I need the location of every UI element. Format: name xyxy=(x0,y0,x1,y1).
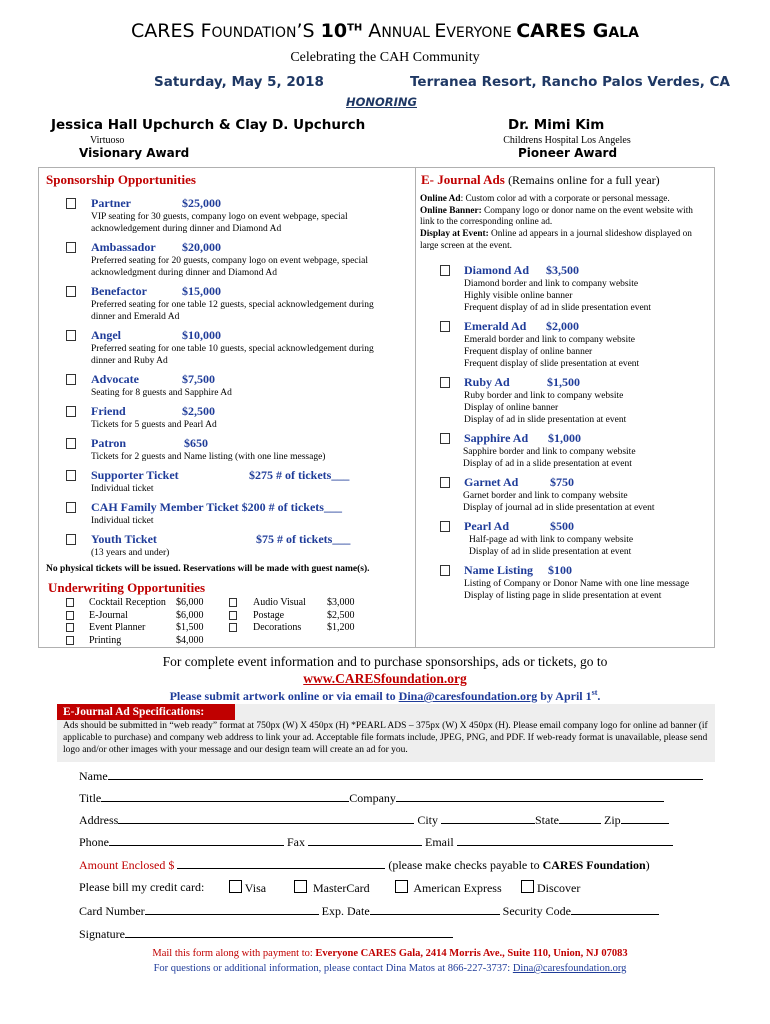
checkbox[interactable] xyxy=(66,598,74,607)
column-divider xyxy=(415,167,416,648)
underwriting-name: E-Journal xyxy=(89,609,128,621)
sponsor-desc: VIP seating for 30 guests, company logo on event webpage, special acknowledgement during dinner and Diamond Ad xyxy=(91,212,348,234)
underwriting-price: $1,500 xyxy=(176,622,204,633)
checkbox[interactable] xyxy=(66,242,76,253)
contact-email-link[interactable]: Dina@caresfoundation.org xyxy=(512,963,627,974)
ad-name: Sapphire Ad xyxy=(464,431,529,445)
sponsor-price: $75 # of tickets___ xyxy=(256,532,351,546)
checkbox[interactable] xyxy=(440,433,450,444)
ejournal-heading-title: E- Journal Ads xyxy=(421,172,505,187)
underwriting-price: $6,000 xyxy=(176,609,204,621)
checkbox[interactable] xyxy=(440,565,450,576)
form-row-amount: Amount Enclosed $ (please make checks payable to CARES Foundation) xyxy=(79,858,650,872)
ad-price: $2,000 xyxy=(546,319,579,333)
underwriting-price: $6,000 xyxy=(176,597,204,608)
sponsor-price: $20,000 xyxy=(182,240,221,254)
underwriting-name: Cocktail Reception xyxy=(89,597,166,608)
specs-text: Ads should be submitted in “web ready” format at 750px (W) X 450px (H) *PEARL ADS – 375px (W) X 450px (H). Please email company logo for online ad banner (if applicable to purchase) and company web address to link your ad. Acceptable file formats include, JPEG, PNG, and PDF. If web-ready format is unavailable, please send logo and/or other images with your message and our design team will create an ad for you. xyxy=(63,721,708,755)
sponsor-price: $25,000 xyxy=(182,196,221,210)
mail-line: Mail this form along with payment to: Everyone CARES Gala, 2414 Morris Ave., Suite 110, Union, NJ 07083 xyxy=(152,948,628,959)
ad-price: $100 xyxy=(548,563,572,577)
underwriting-name: Audio Visual xyxy=(253,597,306,608)
checkbox[interactable] xyxy=(229,623,237,632)
checkbox[interactable] xyxy=(294,880,307,893)
specs-heading: E-Journal Ad Specifications: xyxy=(57,704,235,720)
signature-field[interactable] xyxy=(125,926,453,938)
checkbox[interactable] xyxy=(440,377,450,388)
form-row-card-type: Please bill my credit card: Visa MasterCard American Express Discover xyxy=(79,880,581,895)
checkbox[interactable] xyxy=(66,438,76,449)
form-row-name: Name xyxy=(79,768,703,784)
honoree-award: Pioneer Award xyxy=(518,146,618,160)
underwriting-item[interactable] xyxy=(66,597,204,610)
sponsor-price: $15,000 xyxy=(182,284,221,298)
ad-name: Diamond Ad xyxy=(464,263,530,277)
checkbox[interactable] xyxy=(395,880,408,893)
underwriting-item[interactable] xyxy=(66,609,204,623)
sponsor-desc: Seating for 8 guests and Sapphire Ad xyxy=(91,388,232,398)
form-row-address: Address City State Zip xyxy=(79,812,669,828)
ad-price: $3,500 xyxy=(546,263,579,277)
city-field[interactable] xyxy=(441,812,535,824)
submit-email-link[interactable]: Dina@caresfoundation.org xyxy=(398,689,538,703)
honoring-label: HONORING xyxy=(346,95,417,109)
card-option[interactable]: Visa xyxy=(229,880,266,896)
underwriting-col1 xyxy=(66,597,204,647)
ejournal-intro: Online Ad: Custom color ad with a corporate or personal message. Online Banner: Company logo or donor name on the event website with link to the corresponding online ad. Display at Event: Online ad appears in a journal slideshow displayed on large screen at the event. xyxy=(420,194,693,251)
sponsor-desc: Preferred seating for one table 12 guests, special acknowledgement during dinner and Emerald Ad xyxy=(91,300,374,322)
info-line: For complete event information and to purchase sponsorships, ads or tickets, go to xyxy=(162,654,608,669)
sponsor-desc: Tickets for 5 guests and Pearl Ad xyxy=(91,420,217,430)
event-date: Saturday, May 5, 2018 xyxy=(154,74,324,90)
underwriting-name: Postage xyxy=(253,609,285,621)
form-row-phone: Phone Fax Email xyxy=(79,834,673,850)
honoree-name: Dr. Mimi Kim xyxy=(508,117,605,133)
honoree-name: Jessica Hall Upchurch & Clay D. Upchurch xyxy=(51,117,366,133)
ad-price: $500 xyxy=(550,519,574,533)
sponsor-price: $650 xyxy=(184,436,208,450)
form-row-title: Title Company xyxy=(79,790,664,806)
checkbox[interactable] xyxy=(229,880,242,893)
sponsor-name: Benefactor xyxy=(91,284,147,298)
sponsor-desc: Preferred seating for one table 10 guests, special acknowledgement during dinner and Ruby Ad xyxy=(91,344,374,366)
sponsor-desc: Preferred seating for 20 guests, company logo on event webpage, special acknowledgment during dinner and Diamond Ad xyxy=(91,256,368,278)
checkbox[interactable] xyxy=(66,502,76,513)
ad-name: Pearl Ad xyxy=(464,519,509,533)
ad-desc: Half-page ad with link to company website Display of ad in slide presentation at event xyxy=(469,535,634,557)
checkbox[interactable] xyxy=(440,321,450,332)
underwriting-price: $1,200 xyxy=(327,622,355,633)
underwriting-col2 xyxy=(229,597,355,635)
ad-desc: Garnet border and link to company website Display of journal ad in slide presentation at event xyxy=(463,491,655,513)
checkbox[interactable] xyxy=(521,880,534,893)
sponsor-price: $7,500 xyxy=(182,372,215,386)
underwriting-name: Printing xyxy=(89,634,122,646)
checkbox[interactable] xyxy=(229,611,237,620)
sponsor-name: Friend xyxy=(91,404,126,418)
honoree-affiliation: Virtuoso xyxy=(90,135,125,146)
ad-name: Ruby Ad xyxy=(464,375,510,389)
sponsor-name: Supporter Ticket xyxy=(91,468,179,482)
sponsor-desc: Individual ticket xyxy=(91,516,154,526)
sponsor-desc: Tickets for 2 guests and Name listing (with one line message) xyxy=(91,452,326,462)
page-title: CARES FOUNDATION’S 10TH ANNUAL EVERYONE CARES GALA xyxy=(131,20,639,42)
checkbox[interactable] xyxy=(66,374,76,385)
sponsor-name: Patron xyxy=(91,436,127,450)
sponsor-price: $10,000 xyxy=(182,328,221,342)
checkbox[interactable] xyxy=(66,198,76,209)
website-link[interactable]: www.CARESfoundation.org xyxy=(303,671,467,686)
exp-date-field[interactable] xyxy=(370,903,500,915)
checkbox[interactable] xyxy=(66,286,76,297)
underwriting-name: Decorations xyxy=(253,622,302,633)
checkbox[interactable] xyxy=(66,470,76,481)
checkbox[interactable] xyxy=(66,330,76,341)
underwriting-item[interactable] xyxy=(229,609,355,623)
checkbox[interactable] xyxy=(66,534,76,545)
ad-name: Emerald Ad xyxy=(464,319,527,333)
security-code-field[interactable] xyxy=(571,903,659,915)
sponsor-name: Ambassador xyxy=(91,240,156,254)
honoree-affiliation: Childrens Hospital Los Angeles xyxy=(503,135,631,146)
company-field[interactable] xyxy=(396,790,664,802)
checkbox[interactable] xyxy=(66,623,74,632)
tickets-note: No physical tickets will be issued. Reservations will be made with guest name(s). xyxy=(46,564,370,574)
ad-desc: Listing of Company or Donor Name with one line message Display of listing page in slide presentation at event xyxy=(464,579,690,601)
underwriting-item[interactable] xyxy=(66,622,204,635)
underwriting-heading: Underwriting Opportunities xyxy=(48,580,206,595)
card-option[interactable]: MasterCard xyxy=(294,880,370,896)
email-field[interactable] xyxy=(457,834,673,846)
underwriting-price: $4,000 xyxy=(176,634,204,646)
fax-field[interactable] xyxy=(308,834,422,846)
card-option[interactable]: Discover xyxy=(521,880,580,896)
underwriting-price: $3,000 xyxy=(327,597,355,608)
name-field[interactable] xyxy=(108,768,703,780)
subtitle: Celebrating the CAH Community xyxy=(290,50,480,65)
ad-desc: Sapphire border and link to company website Display of ad in a slide presentation at event xyxy=(463,447,636,469)
ad-price: $750 xyxy=(550,475,574,489)
sponsor-price: $275 # of tickets___ xyxy=(249,468,350,482)
underwriting-item[interactable] xyxy=(229,597,355,610)
amount-field[interactable] xyxy=(177,857,385,869)
checkbox[interactable] xyxy=(440,265,450,276)
sponsor-name: Partner xyxy=(91,196,131,210)
ejournal-heading-note: (Remains online for a full year) xyxy=(508,173,660,187)
sponsor-name: CAH Family Member Ticket $200 # of tickets___ xyxy=(91,500,342,514)
sponsorship-heading: Sponsorship Opportunities xyxy=(46,172,196,187)
checkbox[interactable] xyxy=(440,477,450,488)
honoree-award: Visionary Award xyxy=(79,146,190,160)
ad-desc: Diamond border and link to company website Highly visible online banner Frequent display of ad in slide presentation event xyxy=(464,279,652,313)
zip-field[interactable] xyxy=(621,812,669,824)
ad-desc: Ruby border and link to company website Display of online banner Display of ad in slide presentation at event xyxy=(464,391,627,425)
checkbox[interactable] xyxy=(440,521,450,532)
card-number-field[interactable] xyxy=(145,903,319,915)
underwriting-price: $2,500 xyxy=(327,609,355,621)
sponsor-desc: Individual ticket xyxy=(91,484,154,494)
ad-name: Garnet Ad xyxy=(464,475,519,489)
state-field[interactable] xyxy=(559,812,601,824)
ad-desc: Emerald border and link to company website Frequent display of online banner Frequent display of slide presentation at event xyxy=(464,335,640,369)
ad-price: $1,500 xyxy=(547,375,580,389)
address-field[interactable] xyxy=(118,812,414,824)
phone-field[interactable] xyxy=(109,834,284,846)
sponsor-name: Youth Ticket xyxy=(91,532,157,546)
checkbox[interactable] xyxy=(66,406,76,417)
ad-name: Name Listing xyxy=(464,563,533,577)
submit-line: Please submit artwork online or via email to Dina@caresfoundation.org by April 1st. xyxy=(169,688,601,703)
ad-price: $1,000 xyxy=(548,431,581,445)
contact-line: For questions or additional information, please contact Dina Matos at 866-227-3737: Dina@caresfoundation.org xyxy=(153,963,627,974)
sponsor-name: Advocate xyxy=(91,372,139,386)
title-field[interactable] xyxy=(101,790,349,802)
card-option[interactable]: American Express xyxy=(395,880,502,896)
underwriting-item[interactable] xyxy=(229,622,355,635)
form-row-signature: Signature xyxy=(79,926,453,942)
form-row-card: Card Number Exp. Date Security Code xyxy=(79,903,659,919)
checkbox[interactable] xyxy=(66,636,74,645)
sponsor-name: Angel xyxy=(91,328,121,342)
event-venue: Terranea Resort, Rancho Palos Verdes, CA xyxy=(410,74,730,90)
sponsor-price: $2,500 xyxy=(182,404,215,418)
underwriting-item[interactable] xyxy=(66,634,204,648)
ejournal-heading xyxy=(421,172,660,188)
checkbox[interactable] xyxy=(229,598,237,607)
checkbox[interactable] xyxy=(66,611,74,620)
underwriting-name: Event Planner xyxy=(89,622,146,633)
sponsor-desc: (13 years and under) xyxy=(91,548,170,558)
